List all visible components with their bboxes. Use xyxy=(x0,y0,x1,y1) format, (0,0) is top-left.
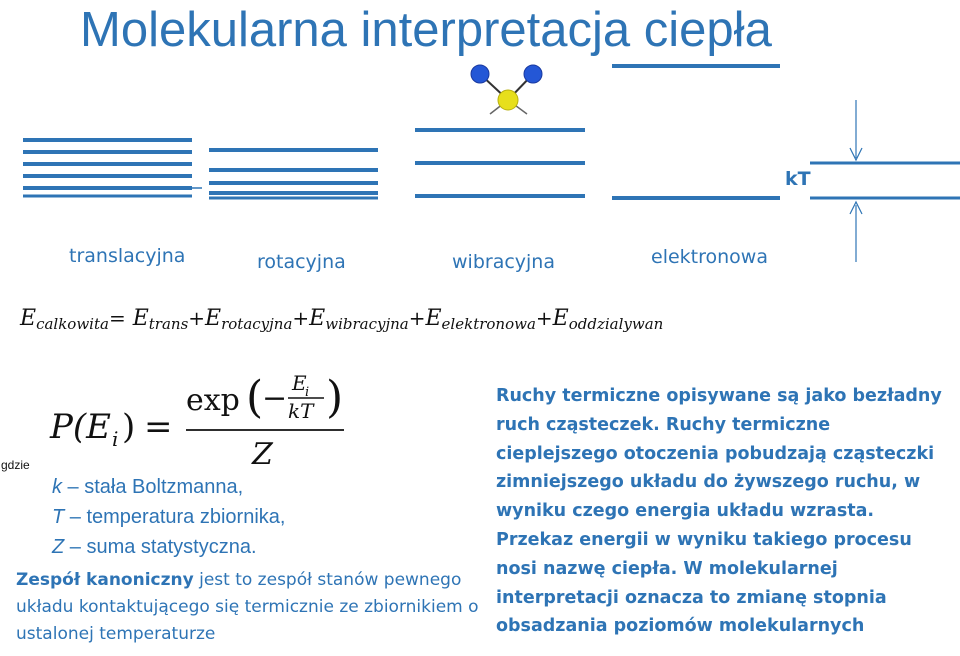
rotational-levels xyxy=(209,150,378,198)
gdzie-label: gdzie xyxy=(1,458,30,472)
kt-scale xyxy=(810,100,960,262)
total-energy-equation xyxy=(20,306,663,333)
formula-lhs-subscript: i xyxy=(112,427,119,451)
definition-symbol: Z xyxy=(52,536,65,558)
canonical-ensemble-term: Zespół kanoniczny xyxy=(16,570,194,590)
eq-plus: + xyxy=(188,306,206,330)
definition-text: – stała Boltzmanna, xyxy=(62,476,244,498)
formula-Z: Z xyxy=(252,437,273,470)
formula-den: kT xyxy=(288,399,314,423)
label-translational: translacyjna xyxy=(69,245,186,267)
eq-energy-symbol: E xyxy=(309,306,326,331)
label-electronic: elektronowa xyxy=(651,246,768,268)
formula-num-subscript: i xyxy=(305,385,310,400)
definition-text: – temperatura zbiornika, xyxy=(64,506,286,528)
formula-lhs: P(E xyxy=(50,407,111,447)
formula-paren-open: ( xyxy=(246,372,264,423)
canonical-ensemble-paragraph xyxy=(16,567,486,648)
label-vibrational: wibracyjna xyxy=(452,251,555,273)
vibrational-levels xyxy=(415,130,585,196)
definition-T xyxy=(52,506,285,529)
canonical-ensemble-text: jest to zespół stanów pewnego układu kontaktującego się termicznie ze zbiornikiem o ustalonej temperaturze xyxy=(16,570,479,644)
eq-subscript-rot: rotacyjna xyxy=(221,315,293,333)
eq-subscript-total: calkowita xyxy=(36,315,109,333)
eq-subscript-odd: oddzialywan xyxy=(568,315,664,333)
formula-equals: = xyxy=(144,407,173,447)
eq-equals: = xyxy=(108,306,126,330)
slide-title: Molekularna interpretacja ciepła xyxy=(80,3,772,57)
definition-Z xyxy=(52,536,257,559)
label-rotational: rotacyjna xyxy=(257,251,346,273)
eq-subscript-trans: trans xyxy=(148,315,189,333)
formula-exp: exp xyxy=(186,383,240,418)
eq-plus: + xyxy=(535,306,553,330)
eq-energy-symbol: E xyxy=(132,306,149,331)
eq-subscript-elek: elektronowa xyxy=(441,315,536,333)
eq-energy-symbol: E xyxy=(205,306,222,331)
eq-subscript-wib: wibracyjna xyxy=(325,315,409,333)
definition-text: – suma statystyczna. xyxy=(64,536,257,558)
eq-energy-symbol: E xyxy=(425,306,442,331)
eq-energy-symbol: E xyxy=(20,306,37,331)
electronic-levels xyxy=(612,66,780,198)
eq-plus: + xyxy=(408,306,426,330)
molecule-icon xyxy=(471,65,542,114)
boltzmann-formula xyxy=(48,368,358,470)
formula-minus: − xyxy=(262,381,288,416)
eq-energy-symbol: E xyxy=(552,306,569,331)
formula-lhs-close: ) xyxy=(122,407,136,447)
formula-num: E xyxy=(292,371,307,395)
kt-label: kT xyxy=(785,168,811,190)
definition-symbol: T xyxy=(52,506,65,528)
formula-paren-close: ) xyxy=(326,372,344,423)
definition-k xyxy=(52,476,243,499)
definition-symbol: k xyxy=(52,476,62,498)
translational-levels xyxy=(23,140,202,196)
thermal-motion-paragraph: Ruchy termiczne opisywane są jako bezładny ruch cząsteczek. Ruchy termiczne cieplejszego otoczenia pobudzają cząsteczki zimniejszego układu do żywszego ruchu, w wyniku czego energia układu wzrasta. Przekaz energii w wyniku takiego procesu nosi nazwę ciepła. W molekularnej interpretacji oznacza to zmianę stopnia obsadzania poziomów molekularnych xyxy=(496,386,942,637)
eq-plus: + xyxy=(292,306,310,330)
